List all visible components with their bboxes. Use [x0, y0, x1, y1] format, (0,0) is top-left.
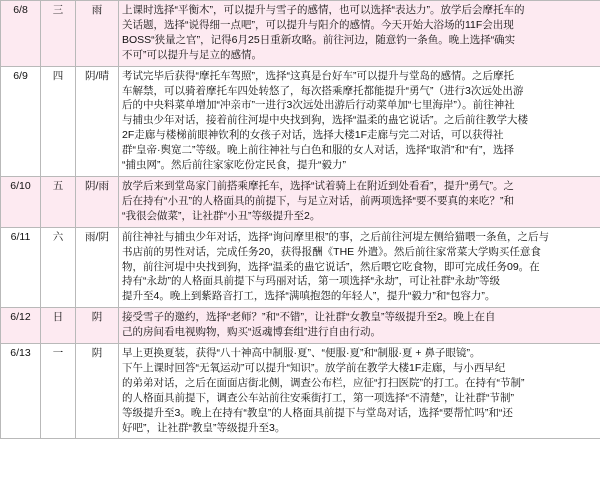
body-line: 2F走廊与楼梯前眼神钦利的女孩子对话，选择大楼1F走廊与完二对话，可以获得社 [122, 129, 504, 142]
cell-day: 六 [41, 227, 76, 308]
body-line: 与捕虫少年对话，接着前往河堤中央找到狗，选择“温柔的蛊它说话”。之后前往教学大楼 [122, 114, 528, 127]
body-line: 放学后来到堂岛家门前搭乘摩托车，选择“试着骑上在附近到处看看”，提升“勇气”。之 [122, 179, 514, 192]
body-line: 等级提升至3。晚上在持有“教皇”的人格面具前提下与堂岛对话，选择“要帮忙吗”和“还 [122, 406, 513, 419]
table-row [1, 176, 600, 227]
body-line: 前往神社与捕虫少年对话，选择“询问摩里根”的事，之后前往河堤左侧给猫喂一条鱼，之后与 [122, 230, 549, 243]
body-line: 书店前的男性对话，完成任务20，获得报酬《THE 外遣》。然后前往家常菜大学购买任意食 [122, 245, 541, 258]
body-line: 早上更换夏装，获得“八十神高中制服·夏”、“便服·夏”和“制服·夏 + 鼻子眼镜”。 [122, 347, 481, 360]
cell-weather: 雨 [76, 1, 119, 67]
body-line: 考试完毕后获得“摩托车驾照”，选择“这真是台好车”可以提升与堂岛的感情。之后摩托 [122, 69, 514, 82]
body-line: 的弟弟对话，之后在面面店街北侧，调查公布栏，应征“打扫医院”的打工。在持有“节制” [122, 376, 525, 389]
cell-weather: 阴 [76, 344, 119, 439]
cell-weather: 雨/阴 [76, 227, 119, 308]
body-line: “捕虫网”。然后前往家家吃份定民食，提升“毅力” [122, 159, 346, 172]
body-line: 的人格面具前提下，调查公车站前往安乘街打工，第一项选择“不清楚”，让社群“节制” [122, 391, 514, 404]
cell-date: 6/11 [1, 227, 41, 308]
cell-date: 6/8 [1, 1, 41, 67]
body-line: 后在持有“小丑”的人格面具的前提下，与足立对话，前两项选择“要不要真的来吃？”和 [122, 194, 514, 207]
cell-body [119, 344, 600, 439]
cell-body [119, 227, 600, 308]
cell-day: 一 [41, 344, 76, 439]
table-row [1, 227, 600, 308]
body-line: 好吧”，让社群“教皇”等级提升至3。 [122, 421, 286, 434]
body-line: 关话题，选择“说得细一点吧”，可以提升与阳介的感情。今天开始大浴场的11F会出现 [122, 18, 514, 31]
body-line: 上课时选择“平衡木”，可以提升与雪子的感情，也可以选择“表达力”。放学后会摩托车的 [122, 4, 525, 16]
body-line: 提升至4。晚上到紫路音打工，选择“满嗔抱怨的年轻人”，提升“毅力”和“包容力”。 [122, 290, 496, 303]
table-row [1, 308, 600, 344]
table-row [1, 344, 600, 439]
body-line: 车解禁，可以骑着摩托车四处转悠了，每次搭乘摩托都能提升“勇气”（进行3次远处出游 [122, 84, 524, 97]
cell-body [119, 1, 600, 67]
body-line: 不可”可以提升与足立的感情。 [122, 48, 262, 61]
table-row [1, 1, 600, 67]
body-line: BOSS“狭量之官”，记得6月25日重新攻略。前往河边，随意钓一条鱼。晚上选择“确实 [122, 33, 516, 46]
cell-date: 6/12 [1, 308, 41, 344]
body-line: “我很会做菜”，让社群“小丑”等级提升至2。 [122, 209, 321, 222]
body-line: 己的房间看电视购物，购买“返魂博套组”进行自由行动。 [122, 326, 381, 339]
body-line: 持有“永劫”的人格面具前提下与玛丽对话，第一项选择“永劫”，可让社群“永劫”等级 [122, 275, 500, 288]
cell-date: 6/10 [1, 176, 41, 227]
cell-body [119, 176, 600, 227]
cell-body [119, 66, 600, 176]
cell-date: 6/9 [1, 66, 41, 176]
table-row [1, 66, 600, 176]
cell-date: 6/13 [1, 344, 41, 439]
body-line: 后的中央料菜单增加“冲亲市”一进行3次远处出游后行动菜单加“七里海岸”）。前往神社 [122, 99, 515, 112]
cell-day: 三 [41, 1, 76, 67]
body-line: 接受雪子的邀约，选择“老师？”和“不错”，让社群“女教皇”等级提升至2。晚上在自 [122, 311, 496, 324]
cell-weather: 阴 [76, 308, 119, 344]
cell-day: 四 [41, 66, 76, 176]
body-line: 物，前往河堤中央找到狗，选择“温柔的蛊它说话”，然后喂它吃食物，即可完成任务09。在 [122, 260, 540, 273]
cell-weather: 阴/晴 [76, 66, 119, 176]
table-body [1, 1, 600, 439]
cell-body [119, 308, 600, 344]
cell-day: 五 [41, 176, 76, 227]
body-line: 下午上课时回答“无氧运动”可以提升“知识”。放学前在教学大楼1F走廊，与小西早纪 [122, 361, 506, 374]
cell-weather: 阴/雨 [76, 176, 119, 227]
cell-day: 日 [41, 308, 76, 344]
body-line: 群“皇帝·舆宽二”等级。晚上前往神社与白色和服的女人对话，选择“取消”和“有”，选择 [122, 144, 514, 157]
